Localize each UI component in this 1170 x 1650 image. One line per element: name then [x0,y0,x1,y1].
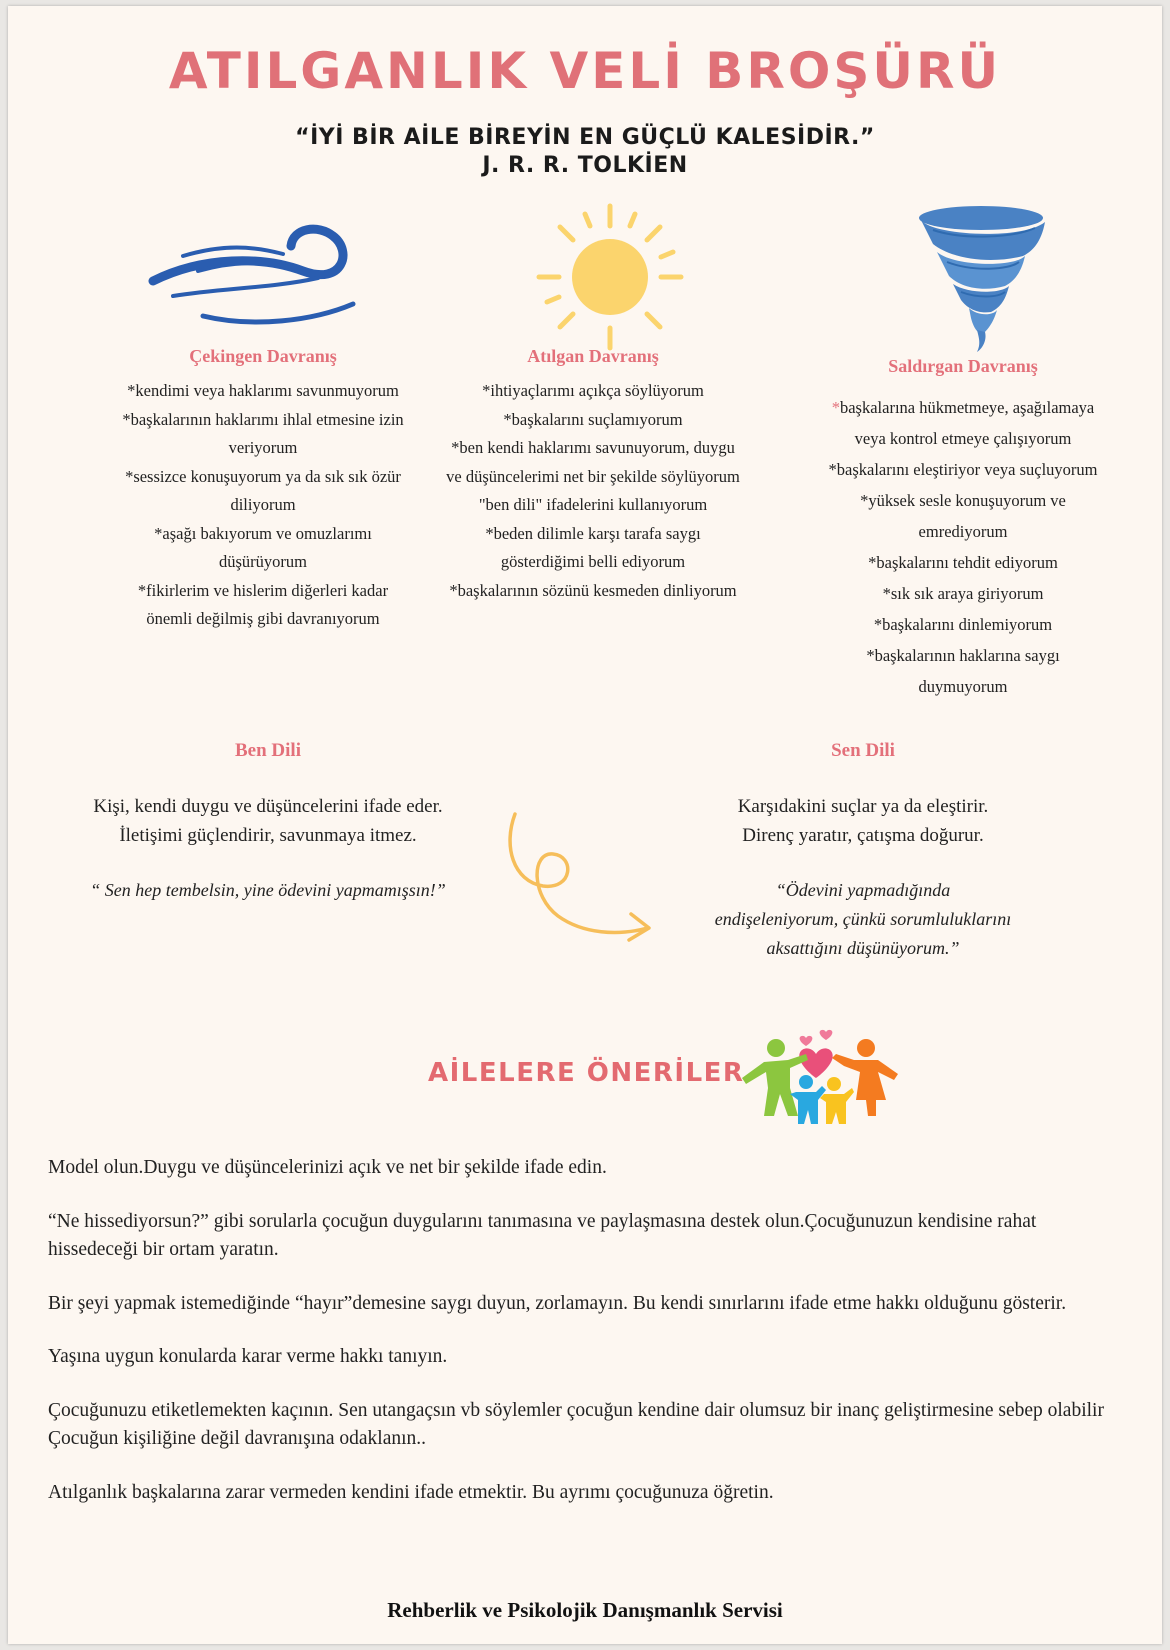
cekingen-line: veriyorum [228,438,298,457]
saldirgan-line: *başkalarını tehdit ediyorum [868,553,1058,572]
page-title: ATILGANLIK VELİ BROŞÜRÜ [168,42,1002,100]
footer-service: Rehberlik ve Psikolojik Danışmanlık Servisi [387,1598,783,1622]
sen-dili-section [663,740,1063,963]
sun-icon [535,202,685,352]
list-item: Bir şeyi yapmak istemediğinde “hayır”demesine saygı duyun, zorlamayın. Bu kendi sınırlarını ifade etme hakkı olduğunu gösterir. [48,1292,1067,1314]
saldirgan-line: duymuyorum [918,677,1008,696]
quote-block [8,124,1162,180]
saldirgan-column [778,351,1148,702]
family-hearts-icon [736,1026,906,1126]
atilgan-line: *ben kendi haklarımı savunuyorum, duygu [451,438,735,457]
atilgan-line: "ben dili" ifadelerini kullanıyorum [478,495,708,514]
cekingen-line: *sessizce konuşuyorum ya da sık sık özür [125,466,401,486]
sen-dili-example: “Ödevini yapmadığında [775,880,951,900]
list-item: “Ne hissediyorsun?” gibi sorularla çocuğun duygularını tanımasına ve paylaşmasına destek olun.Çocuğunuzun kendisine rahat hissedeceği bir ortam yaratın. [48,1210,1037,1260]
sen-dili-example: endişeleniyorum, çünkü sorumluluklarını [714,909,1012,929]
saldirgan-line: veya kontrol etmeye çalışıyorum [854,429,1072,448]
atilgan-column [428,346,758,605]
oneriler-title: AİLELERE ÖNERİLER [428,1058,745,1088]
list-item: Atılganlık başkalarına zarar vermeden kendini ifade etmektir. Bu ayrımı çocuğunuza öğretin. [48,1481,774,1503]
wind-icon [143,216,373,336]
saldirgan-line: *başkalarını eleştiriyor veya suçluyorum [828,460,1098,479]
oneriler-list [48,1154,1108,1532]
cekingen-title: Çekingen Davranış [189,346,337,366]
ben-dili-desc: Kişi, kendi duygu ve düşüncelerini ifade eder. [93,796,443,817]
atilgan-line: *başkalarını suçlamıyorum [503,409,683,429]
sen-dili-title: Sen Dili [831,740,895,761]
atilgan-line: *başkalarının sözünü kesmeden dinliyorum [449,580,737,600]
saldirgan-title: Saldırgan Davranış [888,356,1038,376]
cekingen-line: düşürüyorum [219,552,307,571]
ben-dili-section [48,740,488,905]
cekingen-line: *başkalarının haklarımı ihlal etmesine izin [122,409,404,429]
saldirgan-line: *sık sık araya giriyorum [882,584,1044,603]
list-item: Model olun.Duygu ve düşüncelerinizi açık ve net bir şekilde ifade edin. [48,1157,607,1178]
cekingen-line: *aşağı bakıyorum ve omuzlarımı [154,523,372,543]
quote-text: “İYİ BİR AİLE BİREYİN EN GÜÇLÜ KALESİDİR.” [295,125,875,150]
atilgan-line: *beden dilimle karşı tarafa saygı [485,523,701,543]
saldirgan-line: emrediyorum [918,522,1008,541]
ben-dili-example: “ Sen hep tembelsin, yine ödevini yapmamışsın!” [90,880,446,900]
cekingen-line: önemli değilmiş gibi davranıyorum [146,609,380,628]
sen-dili-example: aksattığını düşünüyorum.” [766,938,960,958]
saldirgan-line: *yüksek sesle konuşuyorum ve [860,491,1066,510]
sen-dili-desc: Karşıdakini suçlar ya da eleştirir. [737,796,989,817]
sen-dili-desc: Direnç yaratır, çatışma doğurur. [742,825,984,846]
atilgan-line: gösterdiğimi belli ediyorum [500,552,686,571]
tornado-icon [913,204,1053,354]
saldirgan-line-text: başkalarına hükmetmeye, aşağılamaya [839,398,1095,417]
list-item: Çocuğunuzu etiketlemekten kaçının. Sen utangaçsın vb söylemler çocuğun kendine dair olumsuz bir inanç geliştirmesine sebep olabilir Çocuğun kişiliğine değil davranışına odaklanın.. [48,1399,1104,1449]
list-item: Yaşına uygun konularda karar verme hakkı tanıyın. [48,1346,448,1367]
atilgan-line: *ihtiyaçlarımı açıkça söylüyorum [482,381,704,400]
brochure-page [8,6,1162,1644]
ben-dili-desc: İletişimi güçlendirir, savunmaya itmez. [119,825,417,846]
quote-author: J. R. R. TOLKİEN [482,153,688,178]
atilgan-title: Atılgan Davranış [527,346,659,366]
saldirgan-line [778,392,1148,423]
saldirgan-line: *başkalarını dinlemiyorum [873,615,1053,634]
accent-star: * [831,398,840,417]
cekingen-column [68,346,458,634]
atilgan-line: ve düşüncelerimi net bir şekilde söylüyorum [446,466,740,486]
cekingen-line: *kendimi veya haklarımı savunmuyorum [127,381,399,400]
saldirgan-line: *başkalarının haklarına saygı [866,646,1060,665]
ben-dili-title: Ben Dili [235,740,301,761]
cekingen-line: diliyorum [230,495,296,514]
curly-arrow-icon [503,806,663,951]
cekingen-line: *fikirlerim ve hislerim diğerleri kadar [137,580,389,600]
